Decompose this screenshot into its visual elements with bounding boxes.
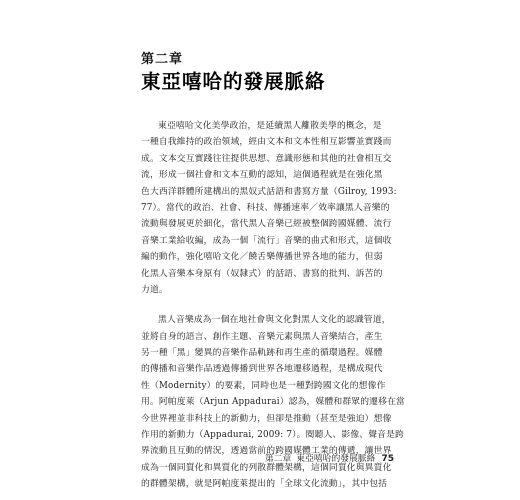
text-line: 流，形成一個社會和文本互動的認知，這個過程就是在強化黑 [141, 170, 383, 181]
text-line: 東亞嘻哈文化美學政治，是延續黑人離散美學的概念，是 [158, 121, 382, 131]
text-line: 另一種「黑」變異的音樂作品軌跡和再生產的循環過程。媒體 [141, 348, 383, 359]
paragraph-1 [141, 118, 397, 298]
text-line: 一種自我維持的政治領域，經由文本和文本性相互影響並實踐而 [141, 137, 392, 148]
text-line: 並將自身的語言、創作主題、音樂元素與黑人音樂結合，產生 [141, 331, 383, 342]
page-footer [265, 451, 394, 464]
text-line: 用。阿帕度萊（Arjun Appadurai）認為，媒體和群眾的遷移在當 [141, 397, 405, 408]
text-line: 化黑人音樂本身原有（奴隸式）的話語、書寫的批判、訴苦的 [141, 268, 383, 279]
text-line: 的傳播和音樂作品透過傳播到世界各地遷移過程，是構成現代 [141, 364, 383, 375]
text-line: 色大西洋群體所建構出的黑奴式話語和書寫方量（Gilroy, 1993: [141, 186, 397, 197]
text-line: 成為一個同質化和異質化的列散群體架構，這個同質化與異質化 [141, 462, 392, 473]
text-line: 界流動且互動的情況，透過當前的跨國媒體工業的傳遞，讓世界 [141, 446, 392, 457]
text-line: 作用的新動力（Appadurai, 2009: 7）。閱聽人、影像、聲音是跨 [141, 430, 404, 441]
chapter-label: 第二章 [141, 52, 184, 67]
text-line: 力道。 [141, 284, 168, 295]
text-line: 性（Modernity）的要素，同時也是一種對跨國文化的想像作 [141, 380, 386, 391]
footer-chapter-ref: 第二章 [264, 454, 292, 464]
paragraph-gap [141, 298, 381, 312]
text-line: 成。文本交互實踐往往提供思想、意識形態和其他的社會相互交 [141, 153, 392, 164]
text-line: 今世界裡並非科技上的新動力，但卻是推動（甚至是強迫）想像 [141, 413, 392, 424]
text-line: 黑人音樂成為一個在地社會與文化對黑人文化的認識管道， [158, 315, 391, 326]
text-line: 流動與發展更於細化，當代黑人音樂已經被整個跨國媒體、流行 [141, 219, 392, 230]
page-number: 75 [381, 454, 394, 464]
chapter-title: 東亞嘻哈的發展脈絡 [141, 70, 326, 93]
text-line: 77）。當代的政治、社會、科技、傳播速率／效率讓黑人音樂的 [141, 202, 390, 213]
footer-chapter-title: 東亞嘻哈的發展脈絡 [296, 454, 376, 464]
text-line: 音樂工業給收編，成為一個「流行」音樂的曲式和形式，這個收 [141, 235, 392, 246]
text-line: 編的動作，強化嘻哈文化／饒舌樂傳播世界各地的能力，但弱 [141, 252, 383, 263]
text-line: 的群體架構，就是阿帕度萊提出的「全球文化流動」，其中包括 [141, 479, 388, 490]
